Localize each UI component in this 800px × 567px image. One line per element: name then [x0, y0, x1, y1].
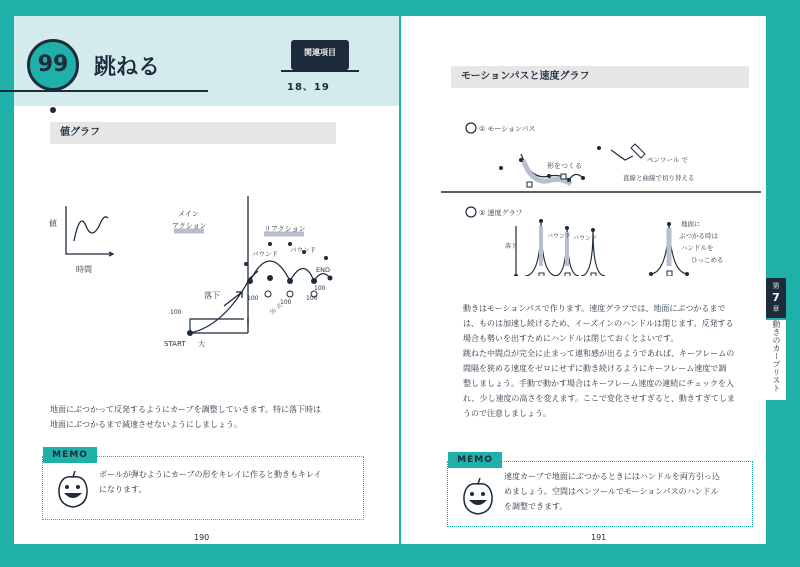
- section-heading-value-graph: 値グラフ: [50, 122, 336, 144]
- left-page: [14, 16, 399, 544]
- memo-text: [504, 469, 748, 514]
- label-motion-path: ① モーションパス: [479, 125, 536, 133]
- right-page: [401, 16, 766, 544]
- label-reaction: リアクション: [264, 225, 306, 233]
- label-start: START: [164, 340, 186, 348]
- related-refs: 18、19: [287, 82, 330, 93]
- label-100-a: 100: [170, 309, 182, 316]
- label-straight-curve: 直線と曲線で切り替える: [623, 174, 695, 182]
- chapter-prefix: 第: [772, 282, 780, 290]
- text-line: 場合も勢いを出すためにハンドルは閉じておくとよいです。: [463, 334, 679, 343]
- text-line: 整しましょう。手動で動かす場合はキーフレーム速度の連続にチェックを入: [463, 379, 735, 388]
- label-100-d: 100: [306, 295, 318, 302]
- memo-text: [99, 467, 361, 497]
- text-line: 動きはモーションパスで作ります。速度グラフでは、地面にぶつかるまで: [463, 304, 726, 313]
- right-body-text: [463, 301, 763, 421]
- memo-box: [447, 455, 753, 527]
- text-line: 跳ねた中間点が完全に止まって違和感が出るようであれば、キーフレームの: [463, 349, 735, 358]
- value-graph-sketch: [14, 186, 399, 366]
- section-heading-motion-path: モーションパスと速度グラフ: [451, 66, 749, 88]
- label-pen-tool: ペンツール で: [647, 156, 688, 164]
- label-fall: 落下: [204, 291, 220, 300]
- memo-line: になります。: [99, 485, 147, 494]
- label-speed-graph: ② 速度グラフ: [479, 209, 523, 217]
- label-note-2: ぶつかる時は: [679, 232, 718, 240]
- label-speed-bound-2: バウンド: [573, 235, 598, 242]
- label-value: 値: [49, 219, 57, 228]
- chapter-suffix: 章: [772, 305, 780, 313]
- chapter-number: 7: [772, 291, 780, 304]
- text-line: は、ものは加速し続けるため、イーズインのハンドルは閉じます。反発する: [463, 319, 734, 328]
- page-number: 191: [591, 533, 607, 542]
- label-big: 大: [198, 340, 205, 348]
- page-title: 跳ねる: [94, 55, 161, 80]
- memo-line: 速度カーブで地面にぶつかるときにはハンドルを両方引っ込: [504, 472, 720, 481]
- section-number-badge: [27, 39, 79, 91]
- memo-label: MEMO: [43, 447, 97, 463]
- header-rule: [0, 90, 208, 92]
- laptop-icon: [291, 40, 349, 70]
- page-number: 190: [194, 533, 210, 542]
- memo-label: MEMO: [448, 452, 502, 468]
- label-bound-2: バウンド: [290, 246, 316, 254]
- label-100-c: 100: [280, 299, 292, 306]
- label-bound-1: バウンド: [252, 250, 278, 258]
- label-100-e: 100: [314, 285, 326, 292]
- label-time: 時間: [76, 265, 92, 274]
- pen-icon: [631, 144, 645, 158]
- label-main-2: アクション: [172, 222, 207, 230]
- label-note-3: ハンドルを: [681, 244, 714, 252]
- apple-mascot-icon: [53, 471, 93, 511]
- memo-box: [42, 450, 364, 520]
- chapter-title-text: 動きのカーブリスト: [772, 320, 781, 392]
- label-note-1: 地面に: [681, 220, 701, 228]
- label-small: 小: [276, 303, 283, 310]
- apple-mascot-icon: [458, 478, 498, 518]
- memo-line: めましょう。空間はペンツールでモーションパスのハンドル: [504, 487, 719, 496]
- label-mid: 中: [270, 309, 277, 316]
- label-end: END: [316, 266, 330, 274]
- left-body-text: [50, 402, 370, 432]
- label-100-b: 100: [247, 295, 259, 302]
- label-main-1: メイン: [178, 210, 199, 218]
- badge-dot: [50, 107, 56, 113]
- related-label: 関連項目: [304, 48, 336, 57]
- label-note-4: ひっこめる: [691, 256, 724, 264]
- text-line: 地面にぶつかるまで減速させないようにしましょう。: [50, 420, 242, 429]
- text-line: 間隔を狭める速度をゼロにせずに動き続けるようにキーフレーム速度で調: [463, 364, 727, 373]
- memo-line: を調整できます。: [504, 502, 568, 511]
- chapter-title: [766, 320, 786, 400]
- chapter-tab: [766, 278, 786, 318]
- label-shape: 形をつくる: [547, 162, 582, 170]
- label-speed-fall: 落下: [505, 243, 518, 250]
- related-items: [279, 36, 379, 92]
- section-number: 99: [37, 52, 69, 77]
- text-line: 地面にぶつかって反発するようにカーブを調整していきます。特に落下時は: [50, 405, 321, 414]
- label-speed-bound-1: バウンド: [547, 233, 572, 240]
- laptop-base: [281, 70, 359, 72]
- memo-line: ボールが弾むようにカーブの形をキレイに作ると動きもキレイ: [99, 470, 322, 479]
- motion-path-sketch: [401, 116, 766, 276]
- text-line: うので注意しましょう。: [463, 409, 551, 418]
- text-line: れ、少し速度の高さを変えます。ここで変化させすぎると、動きすぎてしま: [463, 394, 735, 403]
